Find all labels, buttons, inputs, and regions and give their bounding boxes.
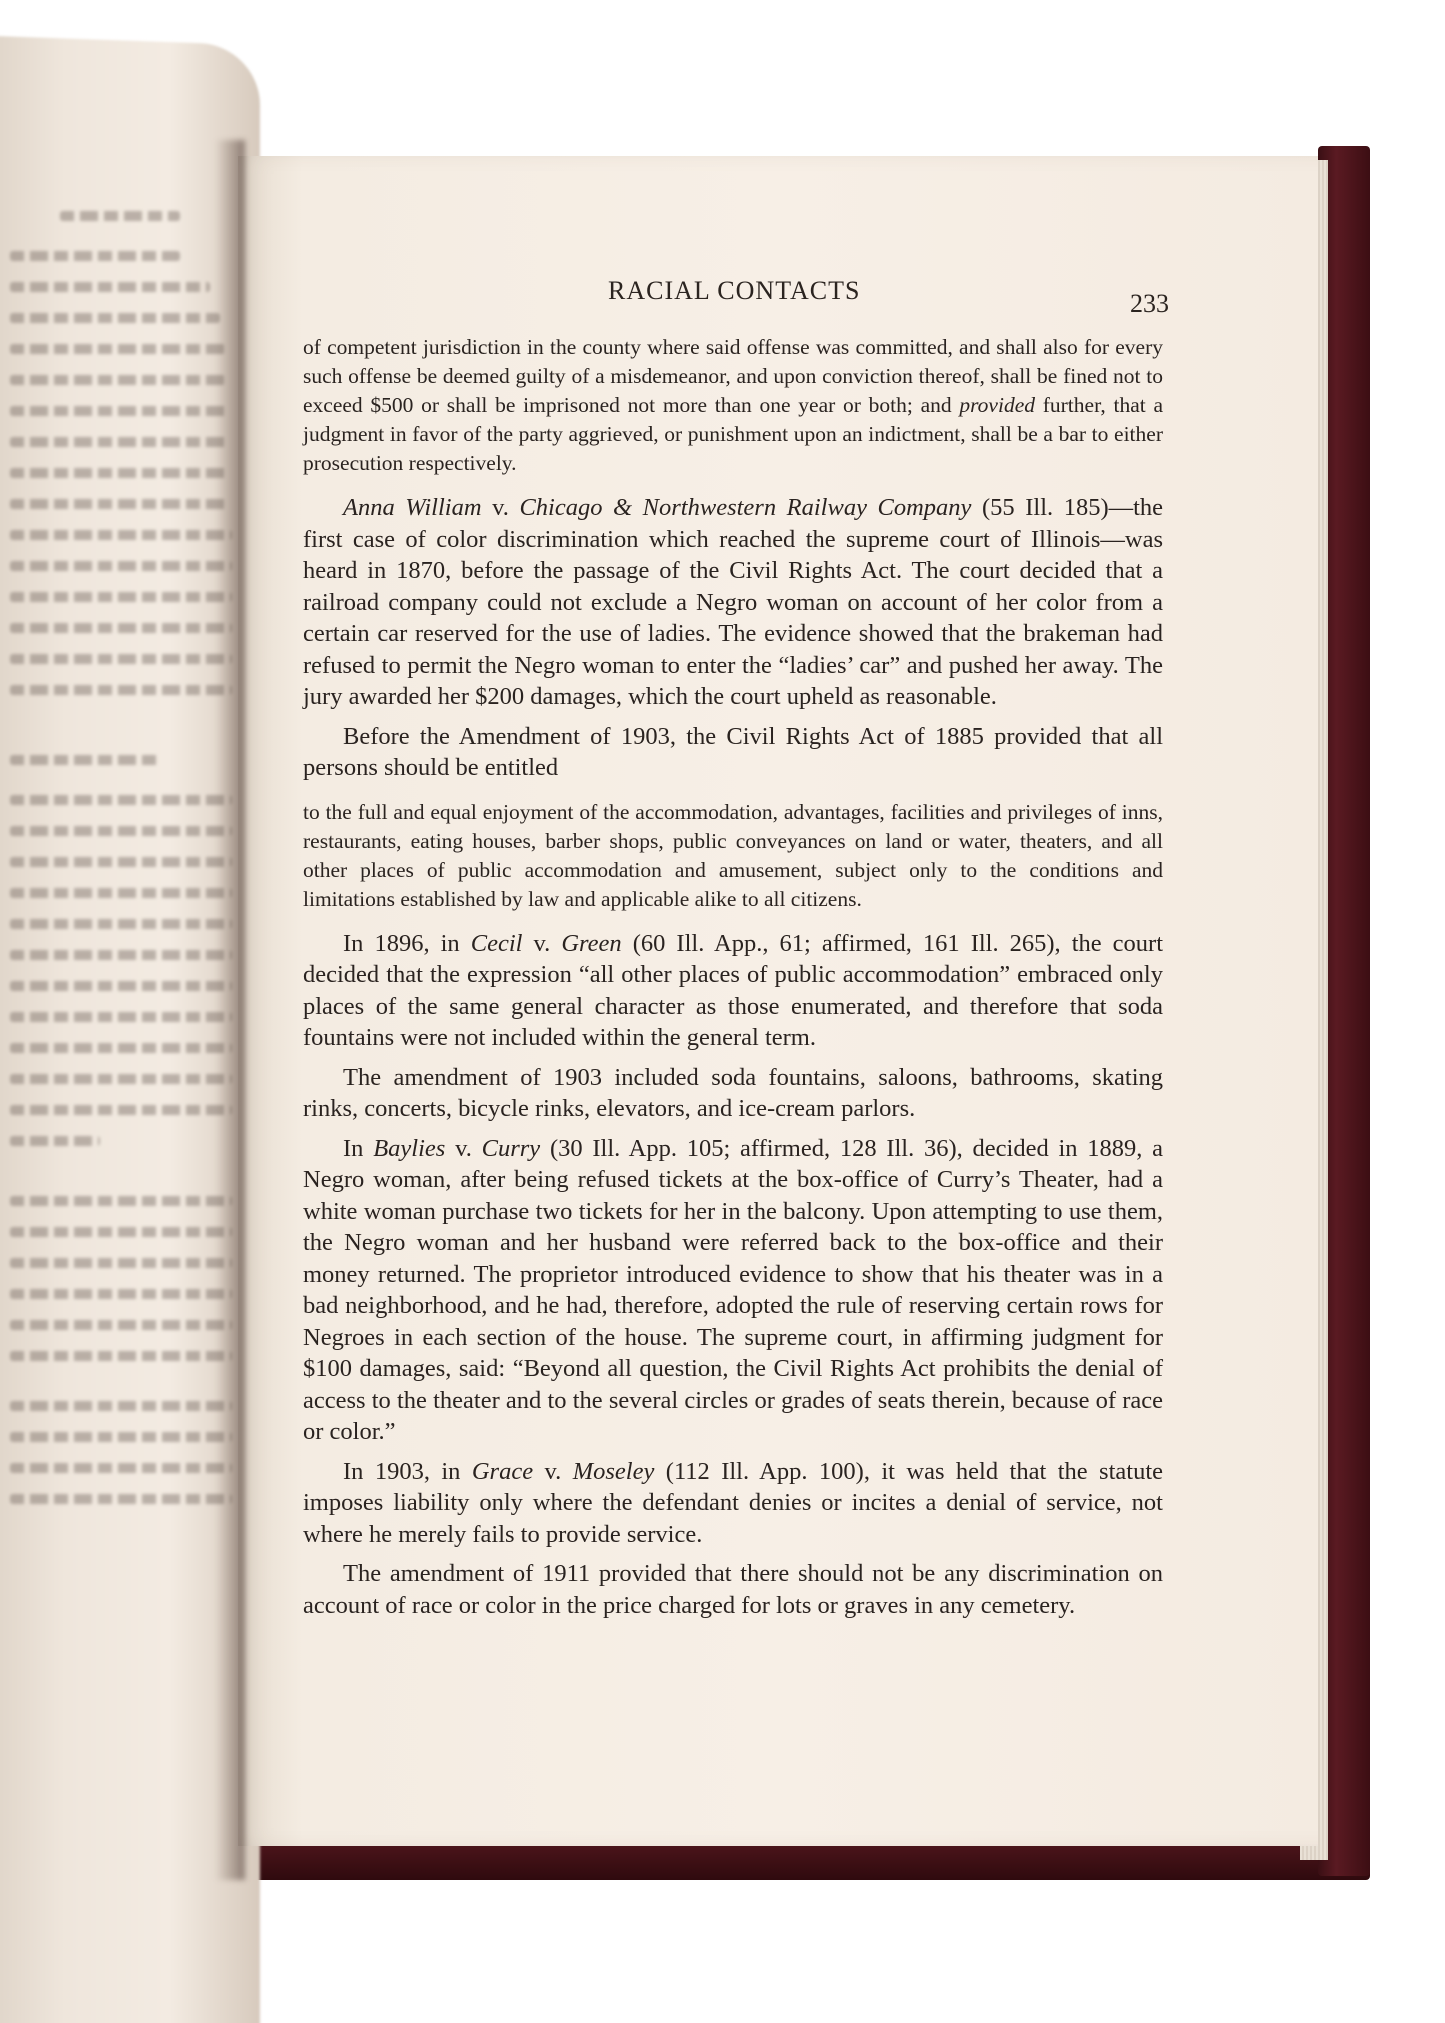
paragraph-grace-v-moseley: In 1903, in Grace v. Moseley (112 Ill. App. 100), it was held that the statute imposes liability only where the defendant denies or incites a denial of service, not where he merely fails to provide service.: [303, 1457, 1163, 1548]
running-head: RACIAL CONTACTS: [608, 276, 861, 305]
statute-excerpt: of competent jurisdiction in the county where said offense was committed, and shall also for every such offense be deemed guilty of a misdemeanor, and upon conviction thereof, shall be fined not to exceed $500 or shall be imprisoned not more than one year or both; and provided further, that a judgment in favor of the party aggrieved, or punishment upon an indictment, shall be a bar to either prosecution respectively.: [303, 335, 1163, 475]
paragraph-baylies-v-curry: In Baylies v. Curry (30 Ill. App. 105; affirmed, 128 Ill. 36), decided in 1889, a Negro woman, after being refused tickets at the box-office of Curry’s Theater, had a white woman purchase two tickets for her in the balcony. Upon attempting to use them, the Negro woman and her husband were referred back to the box-office and their money returned. The proprietor introduced evidence to show that his theater was in a bad neighborhood, and he had, therefore, adopted the rule of reserving certain rows for Negroes in each section of the house. The supreme court, in affirming judgment for $100 damages, said: “Beyond all question, the Civil Rights Act prohibits the denial of access to the theater and to the several circles or grades of seats therein, because of race or color.”: [303, 1134, 1164, 1445]
page-number: 233: [1130, 289, 1169, 318]
paragraph-anna-william: Anna William v. Chicago & Northwestern Railway Company (55 Ill. 185)—the first case of color discrimination which reached the supreme court of Illinois—was heard in 1870, before the passage of the Civil Rights Act. The court decided that a railroad company could not exclude a Negro woman on account of her color from a certain car reserved for the use of ladies. The evidence showed that the brakeman had refused to permit the Negro woman to enter the “ladies’ car” and pushed her away. The jury awarded her $200 damages, which the court upheld as reasonable.: [303, 494, 1164, 710]
book-cover-bottom: [200, 1846, 1370, 1880]
paragraph-amendment-1911: The amendment of 1911 provided that there should not be any discrimination on account of race or color in the price charged for lots or graves in any cemetery.: [303, 1560, 1163, 1619]
left-page-blurred-text: [0, 190, 235, 1790]
paragraph-cecil-v-green: In 1896, in Cecil v. Green (60 Ill. App., 61; affirmed, 161 Ill. 265), the court decided that the expression “all other places of public accommodation” embraced only places of the same general character as those enumerated, and therefore that soda fountains were not included within the general term.: [303, 929, 1164, 1051]
block-quote-civil-rights-act: to the full and equal enjoyment of the accommodation, advantages, facilities and privileges of inns, restaurants, eating houses, barber shops, public conveyances on land or water, theaters, and all other places of public accommodation and amusement, subject only to the conditions and limitations established by law and applicable alike to all citizens.: [303, 799, 1163, 911]
page-text: [303, 333, 1163, 1621]
gutter-shadow: [215, 140, 245, 1880]
paragraph-amendment-1903: Before the Amendment of 1903, the Civil Rights Act of 1885 provided that all persons should be entitled: [303, 722, 1163, 781]
paragraph-amendment-soda: The amendment of 1903 included soda fountains, saloons, bathrooms, skating rinks, concerts, bicycle rinks, elevators, and ice-cream parlors.: [303, 1063, 1163, 1122]
